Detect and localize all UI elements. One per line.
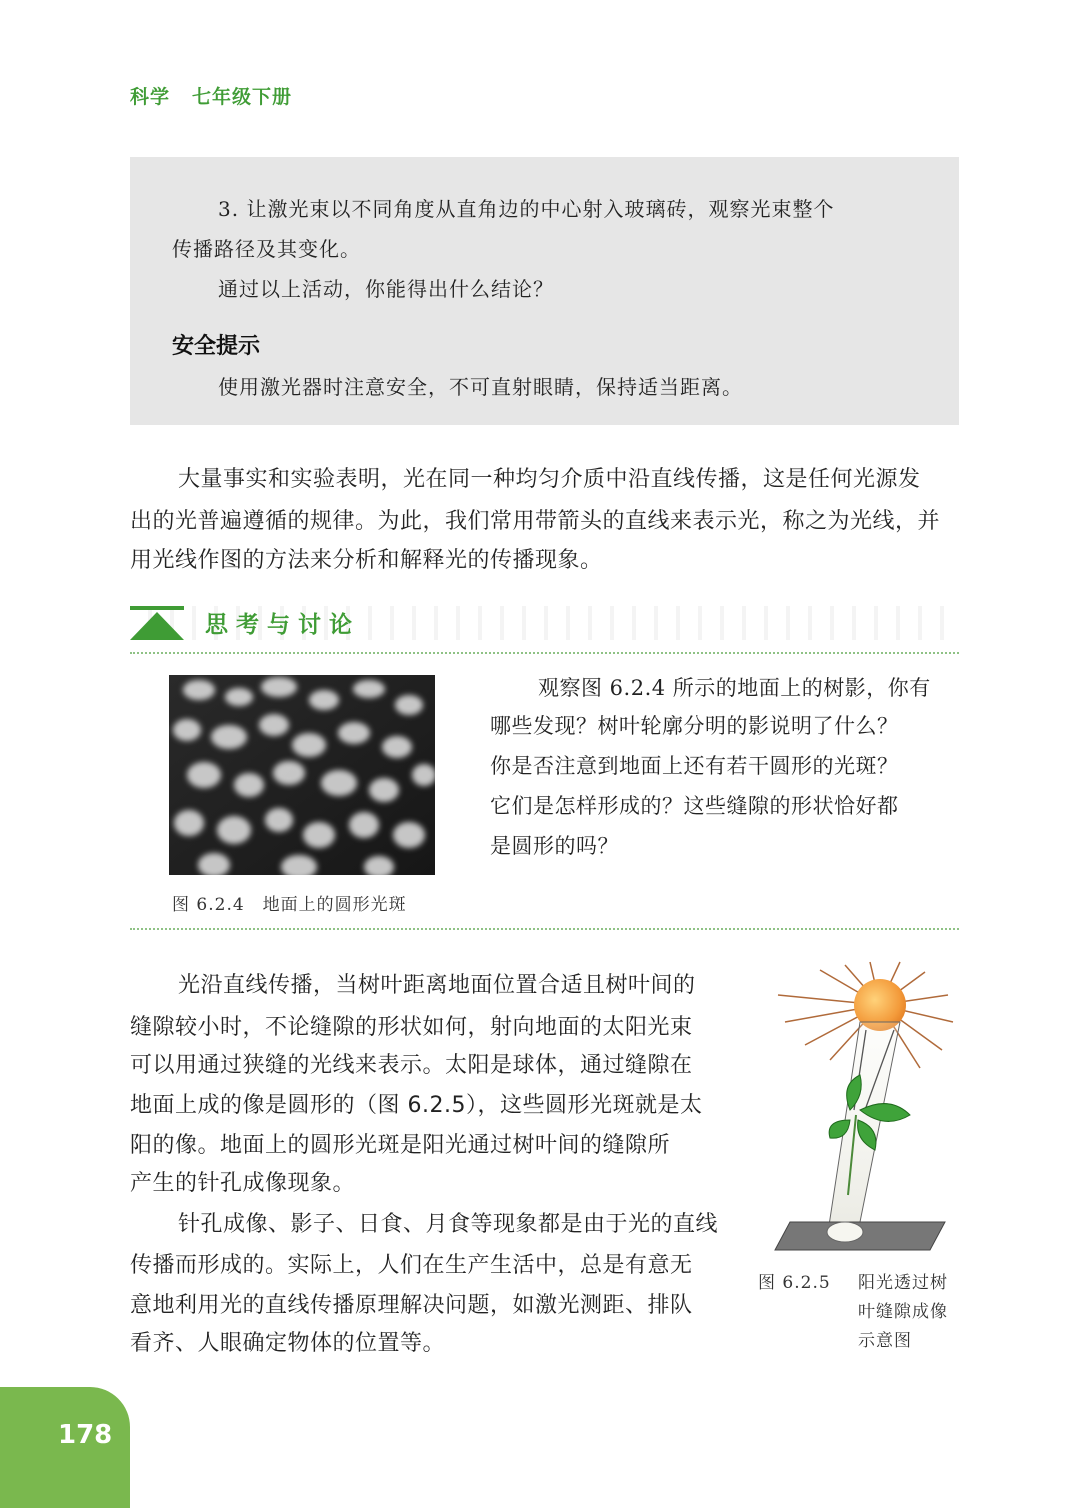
paragraph2-line1: 光沿直线传播，当树叶距离地面位置合适且树叶间的 <box>178 973 696 998</box>
activity-step3-line1: 3. 让激光束以不同角度从直角边的中心射入玻璃砖，观察光束整个 <box>218 197 835 221</box>
discussion-title: 思考与讨论 <box>205 612 360 638</box>
paragraph3-line3: 意地利用光的直线传播原理解决问题，如激光测距、排队 <box>130 1293 693 1318</box>
figure-6-2-4-caption: 图 6.2.4 地面上的圆形光斑 <box>172 895 407 915</box>
discussion-line4: 它们是怎样形成的？这些缝隙的形状恰好都 <box>490 794 899 818</box>
figure-6-2-5-number: 图 6.2.5 <box>758 1273 831 1293</box>
paragraph1-line1: 大量事实和实验表明，光在同一种均匀介质中沿直线传播，这是任何光源发 <box>178 467 921 492</box>
discussion-line3: 你是否注意到地面上还有若干圆形的光斑？ <box>490 754 899 778</box>
paragraph3-line4: 看齐、人眼确定物体的位置等。 <box>130 1331 446 1356</box>
paragraph3-line2: 传播而形成的。实际上，人们在生产生活中，总是有意无 <box>130 1253 693 1278</box>
safety-title: 安全提示 <box>172 334 261 359</box>
tree-shadow-photo <box>169 675 435 875</box>
light-spots-image <box>169 675 435 875</box>
paragraph1-line2: 出的光普遍遵循的规律。为此，我们常用带箭头的直线来表示光，称之为光线，并 <box>130 509 941 534</box>
activity-step3-line2: 传播路径及其变化。 <box>172 237 361 261</box>
paragraph3-line1: 针孔成像、影子、日食、月食等现象都是由于光的直线 <box>178 1212 719 1237</box>
header-grade: 七年级下册 <box>192 86 293 108</box>
page-number: 178 <box>58 1420 113 1450</box>
activity-box <box>130 157 959 425</box>
running-header <box>130 82 292 109</box>
header-subject: 科学 <box>130 86 171 108</box>
sunlight-through-leaves-diagram <box>770 960 960 1255</box>
paragraph2-line6: 产生的针孔成像现象。 <box>130 1171 356 1196</box>
safety-text: 使用激光器时注意安全，不可直射眼睛，保持适当距离。 <box>218 375 743 399</box>
activity-question: 通过以上活动，你能得出什么结论？ <box>218 277 554 301</box>
paragraph2-line5: 阳的像。地面上的圆形光斑是阳光通过树叶间的缝隙所 <box>130 1133 671 1158</box>
discussion-line5: 是圆形的吗？ <box>490 834 619 858</box>
paragraph2-line3: 可以用通过狭缝的光线来表示。太阳是球体，通过缝隙在 <box>130 1053 693 1078</box>
discussion-line1: 观察图 6.2.4 所示的地面上的树影，你有 <box>538 676 931 700</box>
discussion-bottom-divider <box>130 928 959 930</box>
figure-6-2-5-caption-line2: 叶缝隙成像 <box>858 1302 948 1322</box>
paragraph2-line2: 缝隙较小时，不论缝隙的形状如何，射向地面的太阳光束 <box>130 1015 693 1040</box>
discussion-banner-icon <box>130 606 184 640</box>
discussion-line2: 哪些发现？树叶轮廓分明的影说明了什么？ <box>490 714 899 738</box>
paragraph1-line3: 用光线作图的方法来分析和解释光的传播现象。 <box>130 548 603 573</box>
paragraph2-line4: 地面上成的像是圆形的（图 6.2.5），这些圆形光斑就是太 <box>130 1093 703 1118</box>
circular-light-spot <box>827 1222 863 1242</box>
discussion-top-divider <box>130 652 959 654</box>
figure-6-2-5-caption-line1: 阳光透过树 <box>858 1273 948 1293</box>
figure-6-2-5-caption-line3: 示意图 <box>858 1331 912 1351</box>
